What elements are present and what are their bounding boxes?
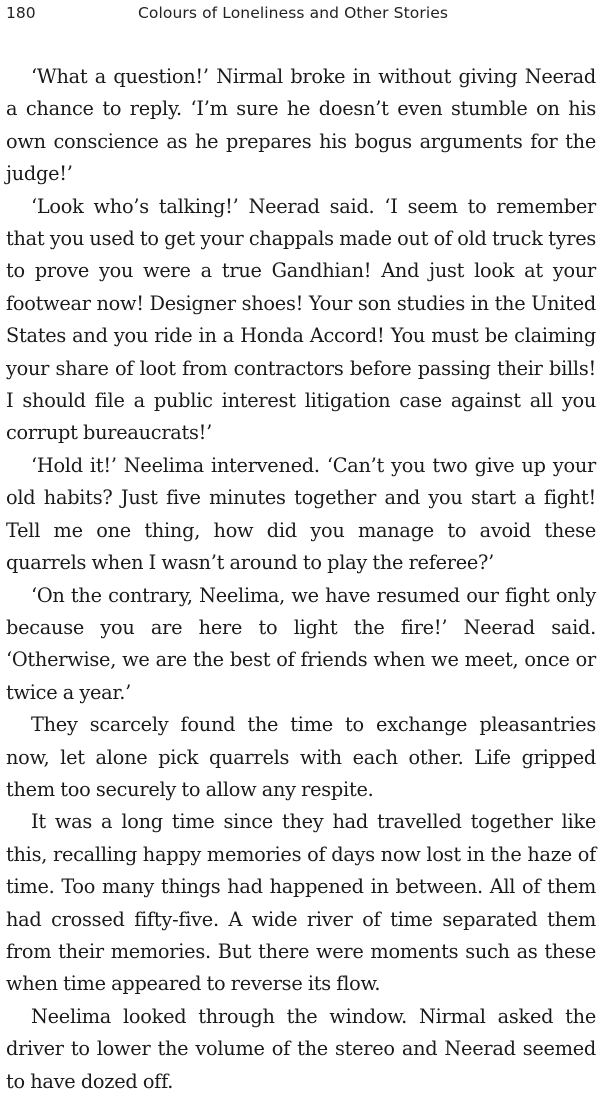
paragraph: ‘Look who’s talking!’ Neerad said. ‘I seem to remember that you used to get your chappals made out of old truck tyres to prove you were a true Gandhian! And just look at your footwear now! Designer shoes! Your son studies in the United States and you ride in a Honda Accord! You must be claiming your share of loot from contractors before passing their bills! I should file a public interest litigation case against all you corrupt bureaucrats!’ (6, 194, 596, 445)
paragraph: ‘What a question!’ Nirmal broke in without giving Neerad a chance to reply. ‘I’m sure he doesn’t even stumble on his own conscience as he prepares his bogus arguments for the judge!’ (6, 65, 596, 186)
running-head (6, 4, 590, 26)
book-title: Colours of Loneliness and Other Stories (138, 4, 449, 22)
paragraph: Neelima looked through the window. Nirmal asked the driver to lower the volume of the stereo and Neerad seemed to have dozed off. (6, 1004, 596, 1093)
paragraph: It was a long time since they had travelled together like this, recalling happy memories of days now lost in the haze of time. Too many things had happened in between. All of them had crossed fifty-five. A wide river of time separated them from their memories. But there were moments such as these when time appeared to reverse its flow. (6, 810, 596, 996)
paragraph: ‘Hold it!’ Neelima intervened. ‘Can’t you two give up your old habits? Just five minutes together and you start a fight! Tell me one thing, how did you manage to avoid these quarrels when I wasn’t around to play the referee?’ (6, 453, 596, 575)
body-text (6, 61, 596, 1098)
paragraph: They scarcely found the time to exchange pleasantries now, let alone pick quarrels with each other. Life gripped them too securely to allow any respite. (6, 713, 596, 801)
page-number: 180 (6, 4, 36, 22)
paragraph: ‘On the contrary, Neelima, we have resumed our fight only because you are here to light the fire!’ Neerad said. ‘Otherwise, we are the best of friends when we meet, once or twice a year.’ (6, 583, 596, 704)
